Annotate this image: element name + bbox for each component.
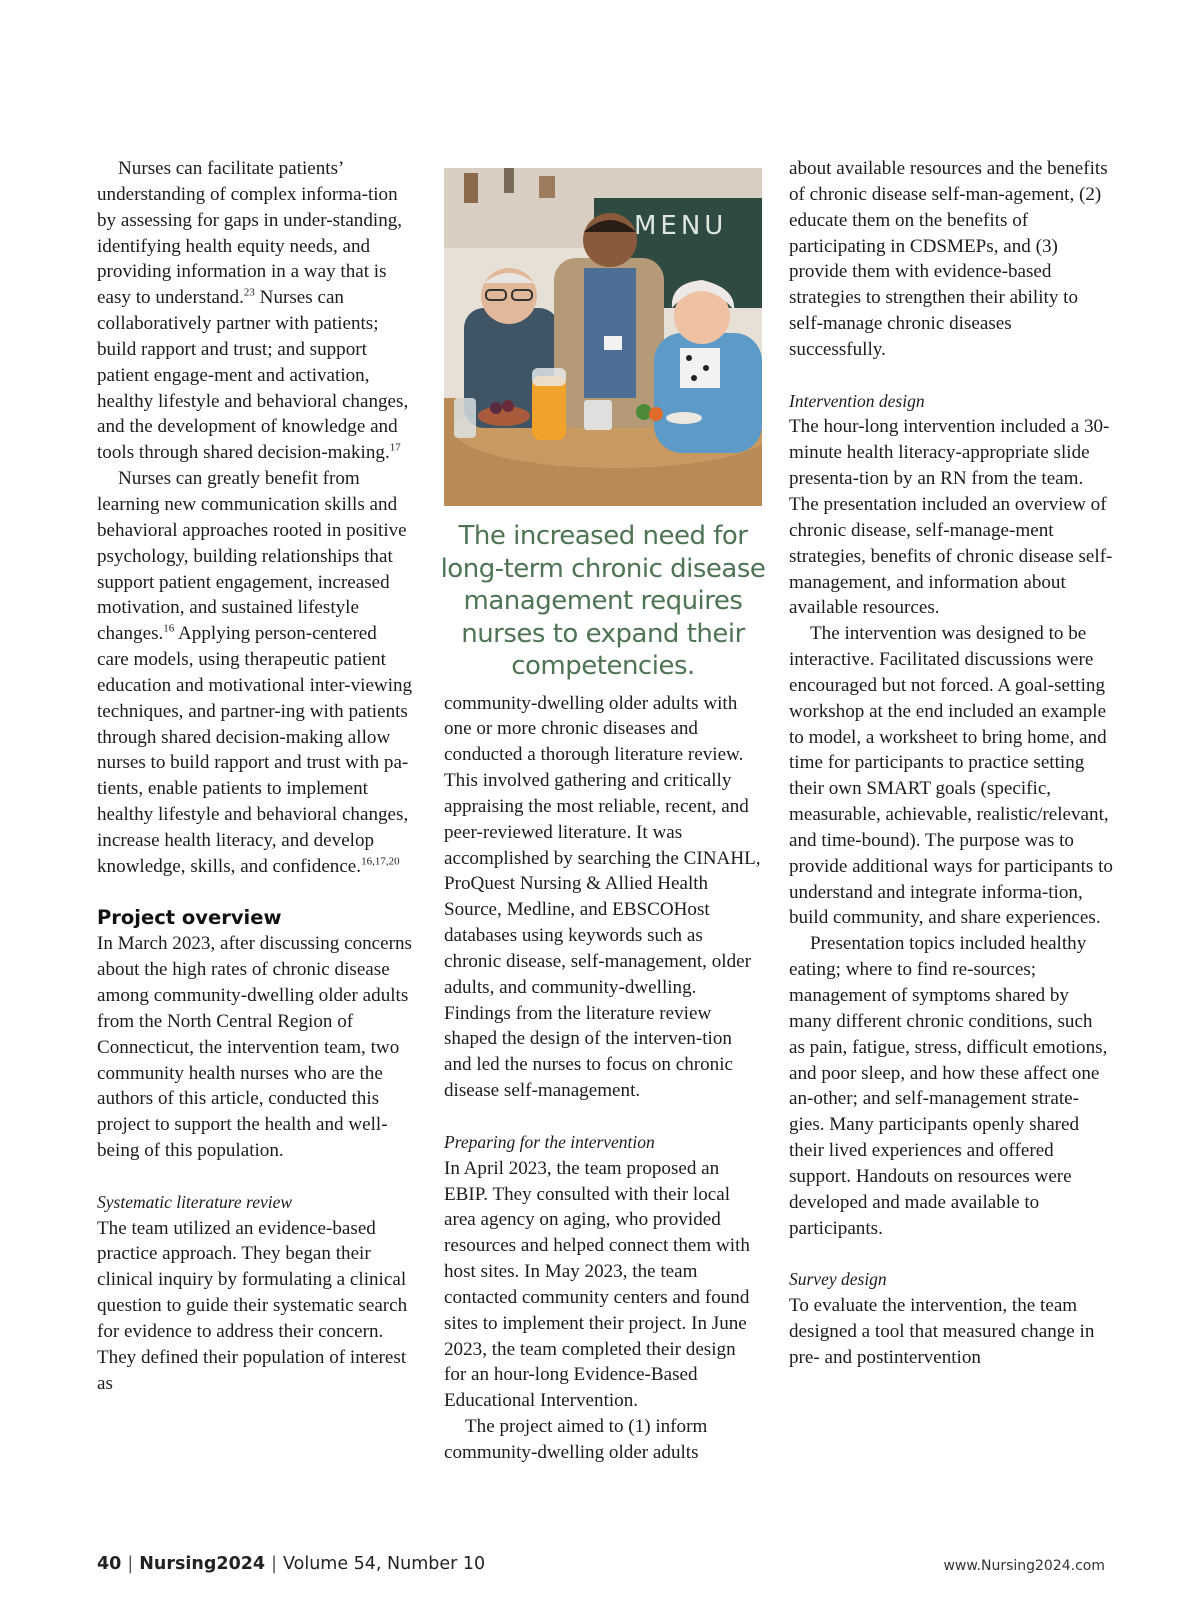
middle-column — [440, 156, 766, 1466]
left-paragraph-3: In March 2023, after discussing concerns about the high rates of chronic disease among community-dwelling older adults from the North Central Region of Connecticut, the intervention team, two community health nurses who are the authors of this article, conducted this project to support the health and well-being of this population. — [97, 933, 412, 1162]
subhead-systematic-literature-review: Systematic literature review — [97, 1191, 293, 1212]
subhead-survey-design: Survey design — [789, 1269, 887, 1290]
middle-paragraph-3: The project aimed to (1) inform community-dwelling older adults — [444, 1416, 708, 1463]
right-column — [789, 156, 1113, 1371]
footer-separator-2: | — [271, 1554, 278, 1574]
middle-paragraph-2: In April 2023, the team proposed an EBIP. They consulted with their local area agency on aging, who provided resources and helped connect them with host sites. In May 2023, the team contacted community centers and found sites to implement their project. In June 2023, the team completed their design for an hour-long Evidence-Based Educational Intervention. — [444, 1157, 750, 1412]
website-link[interactable]: www.Nursing2024.com — [943, 1558, 1105, 1574]
left-column — [97, 156, 413, 1397]
middle-paragraph-1: community-dwelling older adults with one or more chronic diseases and conducted a thorough literature review. This involved gathering and critically appraising the most reliable, recent, and peer-reviewed literature. It was accomplished by searching the CINAHL, ProQuest Nursing & Allied Health Source, Medline, and EBSCOHost databases using keywords such as chronic disease, self-management, older adults, and community-dwelling. Findings from the literature review shaped the design of the interven-tion and led the nurses to focus on chronic disease self-management. — [444, 692, 761, 1102]
right-paragraph-2: The hour-long intervention included a 30-minute health literacy-appropriate slide presenta-tion by an RN from the team. The presentation included an overview of chronic disease, self-manage-ment strategies, benefits of chronic disease self-management, and information about available resources. — [789, 416, 1113, 619]
footer-left — [97, 1554, 485, 1574]
footer-separator: | — [127, 1554, 134, 1574]
volume-info: Volume 54, Number 10 — [283, 1554, 486, 1574]
left-paragraph-4: The team utilized an evidence-based practice approach. They began their clinical inquiry by formulating a clinical question to guide their systematic search for evidence to address their concern. They defined their population of interest as — [97, 1217, 408, 1394]
page-number: 40 — [97, 1554, 122, 1574]
right-paragraph-5: To evaluate the intervention, the team designed a tool that measured change in pre- and postintervention — [789, 1295, 1095, 1368]
right-paragraph-4: Presentation topics included healthy eating; where to find re-sources; management of symptoms shared by many different chronic conditions, such as pain, fatigue, stress, difficult emotions, and poor sleep, and how these affect one an-other; and self-management strate-gies. Many participants openly shared their lived experiences and offered support. Handouts on resources were developed and made available to participants. — [789, 933, 1108, 1239]
section-heading-project-overview: Project overview — [97, 906, 282, 930]
menu-text: MENU — [634, 211, 728, 241]
subhead-preparing-for-the-intervention: Preparing for the intervention — [444, 1131, 655, 1152]
nurse-with-older-adults-photo — [444, 168, 762, 506]
right-paragraph-3: The intervention was designed to be interactive. Facilitated discussions were encouraged but not forced. A goal-setting workshop at the end included an example to model, a worksheet to bring home, and time for participants to practice setting their own SMART goals (specific, measurable, achievable, realistic/relevant, and time-bound). The purpose was to provide additional ways for participants to understand and integrate informa-tion, build community, and share experiences. — [789, 623, 1113, 929]
left-paragraph-1: Nurses can facilitate patients’ understanding of complex informa-tion by assessing for gaps in under-standing, identifying health equity needs, and providing information in a way that is easy to understand.$^{23}$ Nurses can collaboratively partner with patients; build rapport and trust; and support patient engage-ment and activation, healthy lifestyle and behavioral changes, and the development of knowledge and tools through shared decision-making.$^{17}$ — [97, 158, 409, 464]
left-paragraph-2: Nurses can greatly benefit from learning new communication skills and behavioral approaches rooted in positive psychology, building relationships that support patient engagement, increased motivation, and sustained lifestyle changes.$^{16}$ Applying person-centered care models, using therapeutic patient education and motivational inter-viewing techniques, and partner-ing with patients through shared decision-making allow nurses to build rapport and trust with pa-tients, enable patients to implement healthy lifestyle and behavioral changes, increase health literacy, and develop knowledge, skills, and confidence.$^{16,17,20}$ — [97, 468, 413, 877]
right-paragraph-1: about available resources and the benefits of chronic disease self-man-agement, (2) educate them on the benefits of participating in CDSMEPs, and (3) provide them with evidence-based strategies to strengthen their ability to self-manage chronic diseases successfully. — [789, 158, 1108, 360]
magazine-name: Nursing2024 — [139, 1554, 266, 1574]
subhead-intervention-design: Intervention design — [789, 390, 925, 411]
pull-quote: The increased need for long-term chronic disease management requires nurses to expand their competencies. — [440, 521, 766, 681]
